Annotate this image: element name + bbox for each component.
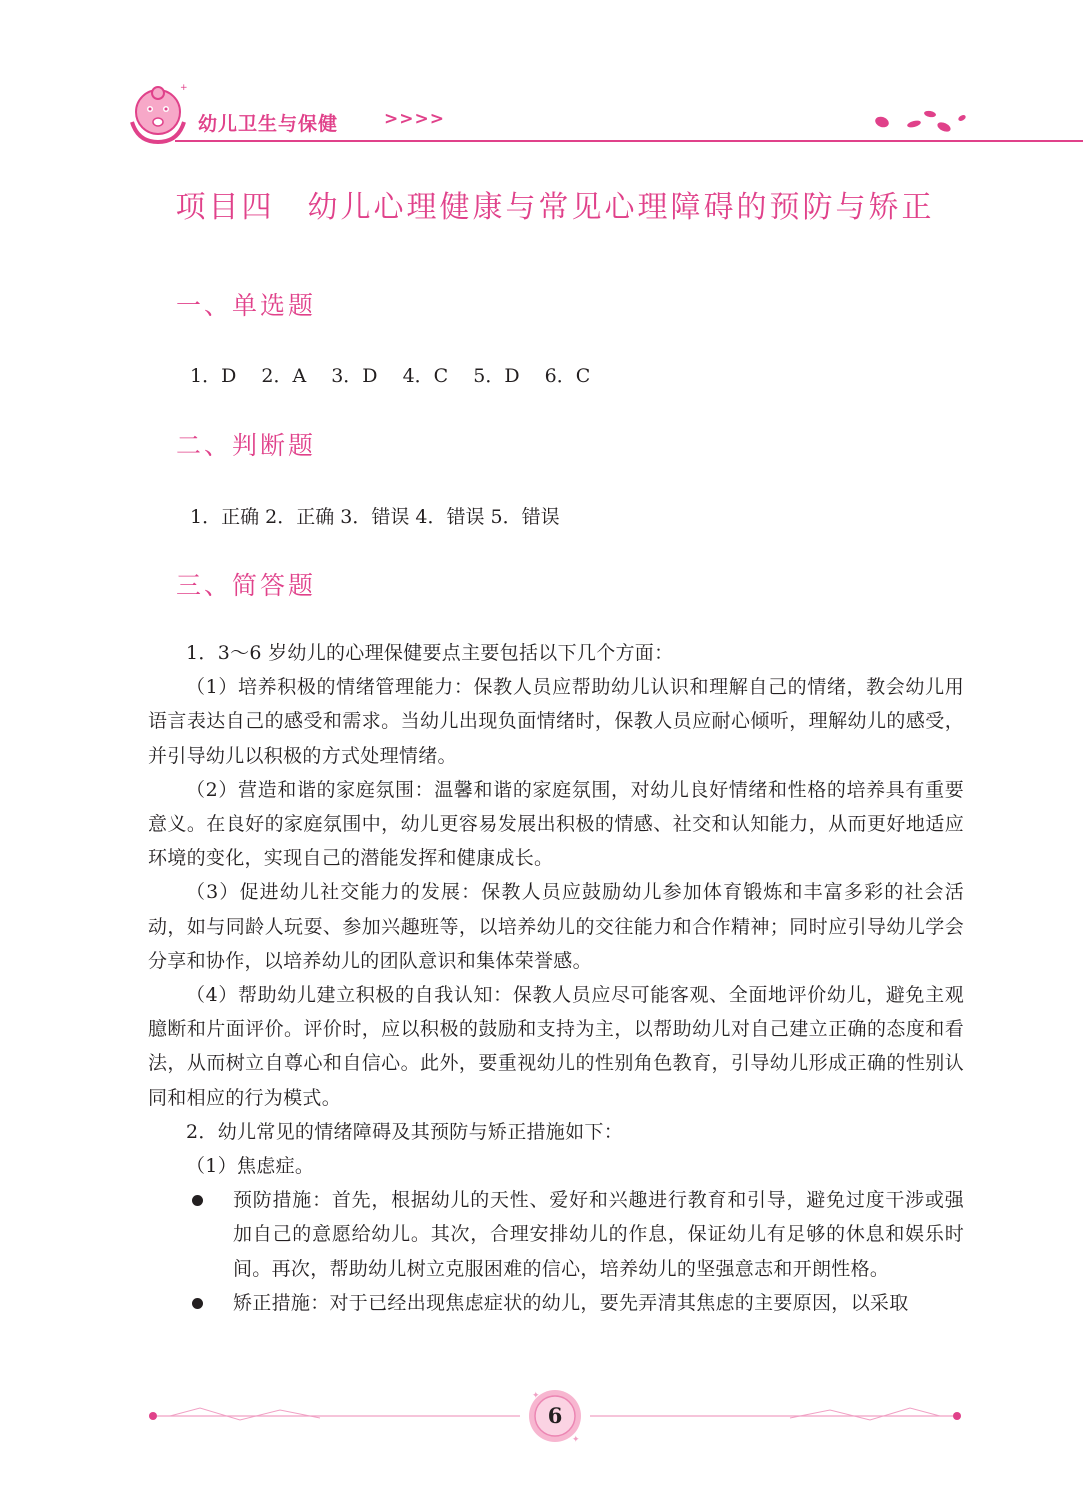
baby-face-icon [128,82,188,144]
bullet-text: 矫正措施：对于已经出现焦虑症状的幼儿，要先弄清其焦虑的主要原因，以采取 [233,1291,909,1314]
section-heading-true-false: 二、判断题 [176,431,317,460]
paragraph: （4）帮助幼儿建立积极的自我认知：保教人员应尽可能客观、全面地评价幼儿，避免主观臆断和片面评价。评价时，应以积极的鼓励和支持为主，以帮助幼儿对自己建立正确的态度和看法，从而树立自尊心和自信心。此外，要重视幼儿的性别角色教育，引导幼儿形成正确的性别认同和相应的行为模式。 [148,984,964,1109]
paragraph: （3）促进幼儿社交能力的发展：保教人员应鼓励幼儿参加体育锻炼和丰富多彩的社会活动，如与同龄人玩耍、参加兴趣班等，以培养幼儿的交往能力和合作精神；同时应引导幼儿学会分享和协作，以培养幼儿的团队意识和集体荣誉感。 [148,881,964,972]
bullet-icon [192,1298,203,1309]
petals-icon [872,102,972,136]
page-header [0,0,1083,160]
bullet-text: 预防措施：首先，根据幼儿的天性、爱好和兴趣进行教育和引导，避免过度干涉或强加自己的意愿给幼儿。其次，合理安排幼儿的作息，保证幼儿有足够的休息和娱乐时间。再次，帮助幼儿树立克服困难的信心，培养幼儿的坚强意志和开朗性格。 [233,1189,964,1280]
svg-text:✦: ✦ [532,1391,540,1401]
paragraph: 1．3～6 岁幼儿的心理保健要点主要包括以下几个方面： [186,642,674,664]
chapter-title: 项目四 幼儿心理健康与常见心理障碍的预防与矫正 [175,190,935,225]
bullet-item [148,1183,964,1286]
svg-text:✦: ✦ [572,1435,580,1445]
svg-text:+: + [180,83,188,93]
single-choice-answers: 1．D 2．A 3．D 4．C 5．D 6．C [190,365,591,387]
book-title: 幼儿卫生与保健 [198,113,339,135]
page-number: 6 [547,1403,563,1428]
paragraph: 2．幼儿常见的情绪障碍及其预防与矫正措施如下： [186,1120,623,1143]
paragraph: （1）焦虑症。 [186,1155,315,1178]
chevrons-icon: >>>> [384,109,445,129]
paragraph: （2）营造和谐的家庭氛围：温馨和谐的家庭氛围，对幼儿良好情绪和性格的培养具有重要意义。在良好的家庭氛围中，幼儿更容易发展出积极的情感、社交和认知能力，从而更好地适应环境的变化，实现自己的潜能发挥和健康成长。 [148,778,964,870]
bullet-icon [192,1195,203,1206]
paragraph: （1）培养积极的情绪管理能力：保教人员应帮助幼儿认识和理解自己的情绪，教会幼儿用语言表达自己的感受和需求。当幼儿出现负面情绪时，保教人员应耐心倾听，理解幼儿的感受，并引导幼儿以积极的方式处理情绪。 [148,676,964,767]
section-heading-single-choice: 一、单选题 [176,291,317,320]
true-false-answers: 1．正确 2．正确 3．错误 4．错误 5．错误 [190,506,560,528]
header-rule [175,140,1083,142]
short-answer-body [148,636,964,1320]
bullet-item [148,1286,964,1320]
section-heading-short-answer: 三、简答题 [176,571,317,600]
